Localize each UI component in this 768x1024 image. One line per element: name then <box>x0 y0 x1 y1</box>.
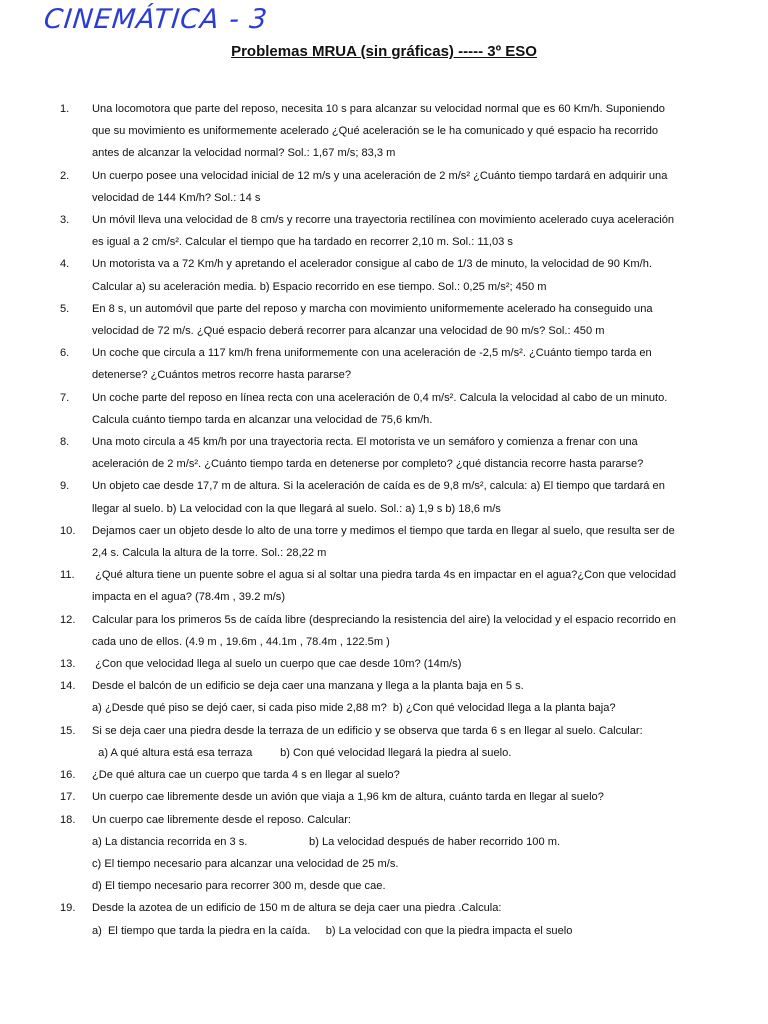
problem-line: Calcular a) su aceleración media. b) Espacio recorrido en ese tiempo. Sol.: 0,25 m/s²; 450 m <box>92 280 547 293</box>
problem-line: Dejamos caer un objeto desde lo alto de una torre y medimos el tiempo que tarda en llegar al suelo, que resulta ser de <box>92 524 675 537</box>
problem-line: Calcular para los primeros 5s de caída libre (despreciando la resistencia del aire) la velocidad y el espacio recorrido en <box>92 613 676 626</box>
page-title: Problemas MRUA (sin gráficas) ----- 3º ESO <box>231 43 537 60</box>
problem-line: cada uno de ellos. (4.9 m , 19.6m , 44.1m , 78.4m , 122.5m ) <box>92 635 390 648</box>
problem-number: 4. <box>60 258 70 271</box>
problem-line: Un cuerpo posee una velocidad inicial de 12 m/s y una aceleración de 2 m/s² ¿Cuánto tiempo tardará en adquirir una <box>92 169 668 182</box>
problem-text <box>92 431 720 475</box>
problem-number: 10. <box>60 524 76 537</box>
problem-line: a) La distancia recorrida en 3 s. b) La velocidad después de haber recorrido 100 m. <box>92 835 561 848</box>
problem-line: Un móvil lleva una velocidad de 8 cm/s y recorre una trayectoria rectilínea con movimiento acelerado cuya aceleración <box>92 214 675 227</box>
problem-text <box>92 720 720 764</box>
problem-number: 7. <box>60 391 70 404</box>
problem-text <box>92 475 720 519</box>
handwritten-note: CINEMÁTICA - 3 <box>42 4 270 35</box>
problem-line: Una moto circula a 45 km/h por una trayectoria recta. El motorista ve un semáforo y comienza a frenar con una <box>92 436 638 449</box>
problem-item <box>60 809 720 898</box>
problem-number: 19. <box>60 902 76 915</box>
problem-text <box>92 675 720 719</box>
problem-line: Un cuerpo cae libremente desde un avión que viaja a 1,96 km de altura, cuánto tarda en llegar al suelo? <box>92 791 604 804</box>
problem-number: 6. <box>60 347 70 360</box>
problem-line: Un objeto cae desde 17,7 m de altura. Si la aceleración de caída es de 9,8 m/s², calcula: a) El tiempo que tardará en <box>92 480 665 493</box>
problem-text <box>92 253 720 297</box>
problem-line: velocidad de 144 Km/h? Sol.: 14 s <box>92 191 261 204</box>
problem-text <box>92 165 720 209</box>
problem-line: Desde la azotea de un edificio de 150 m de altura se deja caer una piedra .Calcula: <box>92 902 502 915</box>
problem-line: a) ¿Desde qué piso se dejó caer, si cada piso mide 2,88 m? b) ¿Con qué velocidad llega a la planta baja? <box>92 702 616 715</box>
problem-item <box>60 609 720 653</box>
problem-number: 14. <box>60 680 76 693</box>
problem-line: es igual a 2 cm/s². Calcular el tiempo que ha tardado en recorrer 2,10 m. Sol.: 11,03 s <box>92 236 513 249</box>
problem-number: 15. <box>60 724 76 737</box>
problem-item <box>60 298 720 342</box>
problem-line: Una locomotora que parte del reposo, necesita 10 s para alcanzar su velocidad normal que es 60 Km/h. Suponiendo <box>92 103 665 115</box>
problem-line: a) A qué altura está esa terraza b) Con qué velocidad llegará la piedra al suelo. <box>92 746 512 759</box>
problem-text <box>92 764 720 786</box>
problem-item <box>60 520 720 564</box>
problem-item <box>60 209 720 253</box>
problem-text <box>92 609 720 653</box>
problem-text <box>92 520 720 564</box>
problem-line: ¿De qué altura cae un cuerpo que tarda 4 s en llegar al suelo? <box>92 769 400 782</box>
problem-text <box>92 298 720 342</box>
problem-line: 2,4 s. Calcula la altura de la torre. Sol.: 28,22 m <box>92 547 327 560</box>
problem-item <box>60 98 720 165</box>
problem-number: 2. <box>60 169 70 182</box>
problem-text <box>92 98 720 165</box>
problem-text <box>92 387 720 431</box>
problem-item <box>60 165 720 209</box>
problem-text <box>92 809 720 898</box>
problem-number: 16. <box>60 769 76 782</box>
problem-item <box>60 786 720 808</box>
problem-list <box>60 98 720 942</box>
problem-number: 9. <box>60 480 70 493</box>
problem-item <box>60 387 720 431</box>
problem-line: Un coche que circula a 117 km/h frena uniformemente con una aceleración de -2,5 m/s². ¿Cuánto tiempo tarda en <box>92 347 652 360</box>
problem-number: 11. <box>60 569 75 582</box>
problem-line: ¿Qué altura tiene un puente sobre el agua si al soltar una piedra tarda 4s en impactar en el agua?¿Con que velocidad <box>92 569 677 582</box>
problem-line: c) El tiempo necesario para alcanzar una velocidad de 25 m/s. <box>92 857 399 870</box>
problem-line: impacta en el agua? (78.4m , 39.2 m/s) <box>92 591 286 604</box>
problem-item <box>60 675 720 719</box>
problem-item <box>60 764 720 786</box>
problem-line: Un coche parte del reposo en línea recta con una aceleración de 0,4 m/s². Calcula la velocidad al cabo de un minuto. <box>92 391 668 404</box>
problem-text <box>92 653 720 675</box>
problem-line: Desde el balcón de un edificio se deja caer una manzana y llega a la planta baja en 5 s. <box>92 680 524 693</box>
problem-line: antes de alcanzar la velocidad normal? Sol.: 1,67 m/s; 83,3 m <box>92 147 396 160</box>
problem-line: a) El tiempo que tarda la piedra en la caída. b) La velocidad con que la piedra impacta el suelo <box>92 924 573 937</box>
problem-line: Si se deja caer una piedra desde la terraza de un edificio y se observa que tarda 6 s en llegar al suelo. Calcular: <box>92 724 643 737</box>
problem-number: 5. <box>60 302 70 315</box>
problem-number: 13. <box>60 658 76 671</box>
problem-text <box>92 786 720 808</box>
problem-text <box>92 897 720 941</box>
problem-line: que su movimiento es uniformemente acelerado ¿Qué aceleración se le ha comunicado y qué espacio ha recorrido <box>92 125 659 138</box>
problem-number: 12. <box>60 613 76 626</box>
problem-number: 18. <box>60 813 76 826</box>
problem-number: 17. <box>60 791 76 804</box>
problem-text <box>92 564 720 608</box>
problem-line: velocidad de 72 m/s. ¿Qué espacio deberá recorrer para alcanzar una velocidad de 90 m/s? Sol.: 450 m <box>92 325 605 338</box>
problem-item <box>60 342 720 386</box>
problem-item <box>60 564 720 608</box>
problem-number: 1. <box>60 103 70 115</box>
problem-item <box>60 431 720 475</box>
problem-item <box>60 653 720 675</box>
problem-line: llegar al suelo. b) La velocidad con la que llegará al suelo. Sol.: a) 1,9 s b) 18,6 m/s <box>92 502 501 515</box>
problem-line: d) El tiempo necesario para recorrer 300 m, desde que cae. <box>92 880 386 893</box>
problem-line: ¿Con que velocidad llega al suelo un cuerpo que cae desde 10m? (14m/s) <box>92 658 462 671</box>
problem-item <box>60 897 720 941</box>
problem-line: detenerse? ¿Cuántos metros recorre hasta pararse? <box>92 369 351 382</box>
problem-item <box>60 253 720 297</box>
problem-number: 3. <box>60 214 70 227</box>
problem-line: aceleración de 2 m/s². ¿Cuánto tiempo tarda en detenerse por completo? ¿qué distancia recorre hasta pararse? <box>92 458 644 471</box>
problem-line: Un motorista va a 72 Km/h y apretando el acelerador consigue al cabo de 1/3 de minuto, la velocidad de 90 Km/h. <box>92 258 652 271</box>
problem-item <box>60 720 720 764</box>
problem-number: 8. <box>60 436 70 449</box>
problem-text <box>92 342 720 386</box>
problem-item <box>60 475 720 519</box>
problem-line: Calcula cuánto tiempo tarda en alcanzar una velocidad de 75,6 km/h. <box>92 413 433 426</box>
problem-line: Un cuerpo cae libremente desde el reposo. Calcular: <box>92 813 351 826</box>
problem-text <box>92 209 720 253</box>
problem-line: En 8 s, un automóvil que parte del reposo y marcha con movimiento uniformemente acelerado ha conseguido una <box>92 302 653 315</box>
